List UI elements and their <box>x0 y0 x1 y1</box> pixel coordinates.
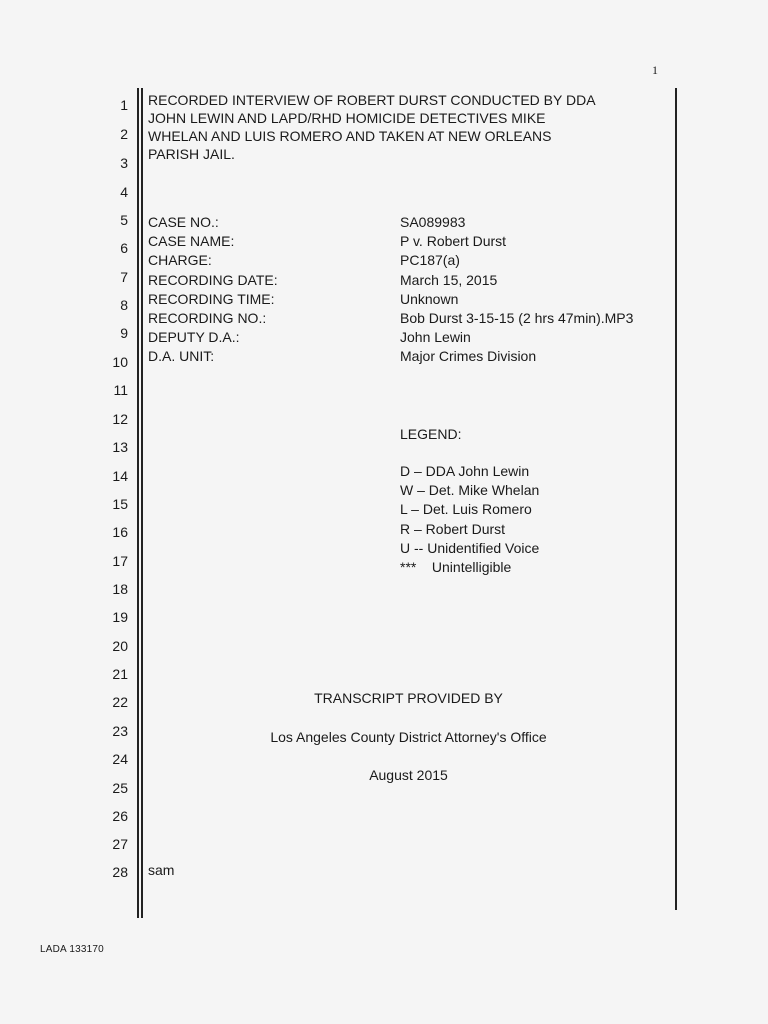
line-number: 11 <box>113 382 128 398</box>
bates-number: LADA 133170 <box>40 944 104 955</box>
transcriber-initials: sam <box>148 862 175 878</box>
line-number: 5 <box>120 212 128 228</box>
recording-time-value: Unknown <box>400 290 459 307</box>
line-number: 22 <box>112 694 128 710</box>
legend-item: W – Det. Mike Whelan <box>400 482 540 499</box>
case-info-values <box>400 213 633 367</box>
legend-list <box>400 462 539 577</box>
right-margin-rule <box>675 88 677 910</box>
line-number: 4 <box>120 184 128 200</box>
legend-item: U -- Unidentified Voice <box>400 539 540 556</box>
case-info-labels <box>148 213 278 367</box>
line-number: 27 <box>112 836 128 852</box>
line-number: 19 <box>112 609 128 625</box>
line-number: 24 <box>112 751 128 767</box>
line-number: 25 <box>112 780 128 796</box>
line-number: 6 <box>120 240 128 256</box>
line-number: 12 <box>112 411 128 427</box>
recording-date-label: RECORDING DATE: <box>148 271 278 288</box>
recording-date-value: March 15, 2015 <box>400 271 498 288</box>
charge-value: PC187(a) <box>400 252 460 269</box>
line-number: 20 <box>112 638 128 654</box>
heading-line: RECORDED INTERVIEW OF ROBERT DURST CONDUCTED BY DDA <box>148 92 596 108</box>
transcript-provided-by: TRANSCRIPT PROVIDED BY <box>314 690 503 706</box>
transcript-date: August 2015 <box>369 767 448 783</box>
line-number: 3 <box>120 155 128 171</box>
line-number: 1 <box>120 97 128 113</box>
case-name-label: CASE NAME: <box>148 233 235 250</box>
line-number: 17 <box>112 553 128 569</box>
line-number: 14 <box>112 468 128 484</box>
heading-line: PARISH JAIL. <box>148 146 235 162</box>
line-number: 21 <box>112 666 128 682</box>
da-unit-value: Major Crimes Division <box>400 348 537 365</box>
left-margin-rule <box>137 88 139 918</box>
legend-item: R – Robert Durst <box>400 520 506 537</box>
line-number: 16 <box>112 524 128 540</box>
line-number: 9 <box>120 325 128 341</box>
heading-line: WHELAN AND LUIS ROMERO AND TAKEN AT NEW ORLEANS <box>148 128 552 144</box>
legend-title: LEGEND: <box>400 426 462 442</box>
line-number: 18 <box>112 581 128 597</box>
legend-item: *** Unintelligible <box>400 559 512 576</box>
recording-no-label: RECORDING NO.: <box>148 310 267 327</box>
line-number: 8 <box>120 297 128 313</box>
line-number: 10 <box>112 354 128 370</box>
da-unit-label: D.A. UNIT: <box>148 348 215 365</box>
deputy-da-value: John Lewin <box>400 329 471 346</box>
case-no-value: SA089983 <box>400 214 466 230</box>
line-number: 15 <box>112 496 128 512</box>
recording-no-value: Bob Durst 3-15-15 (2 hrs 47min).MP3 <box>400 310 634 327</box>
legend-item: D – DDA John Lewin <box>400 463 530 479</box>
case-name-value: P v. Robert Durst <box>400 233 507 250</box>
page-number: 1 <box>652 63 658 77</box>
charge-label: CHARGE: <box>148 252 212 269</box>
line-number: 23 <box>112 723 128 739</box>
line-number: 26 <box>112 808 128 824</box>
transcript-heading <box>148 91 678 163</box>
deputy-da-label: DEPUTY D.A.: <box>148 329 240 346</box>
provider-office: Los Angeles County District Attorney's Office <box>270 729 547 745</box>
line-number: 7 <box>120 269 128 285</box>
case-no-label: CASE NO.: <box>148 214 219 230</box>
left-margin-rule-inner <box>141 88 143 918</box>
heading-line: JOHN LEWIN AND LAPD/RHD HOMICIDE DETECTIVES MIKE <box>148 110 546 126</box>
line-number: 28 <box>112 864 128 880</box>
line-number: 2 <box>120 126 128 142</box>
legend-item: L – Det. Luis Romero <box>400 501 532 518</box>
line-number: 13 <box>112 439 128 455</box>
recording-time-label: RECORDING TIME: <box>148 290 275 307</box>
